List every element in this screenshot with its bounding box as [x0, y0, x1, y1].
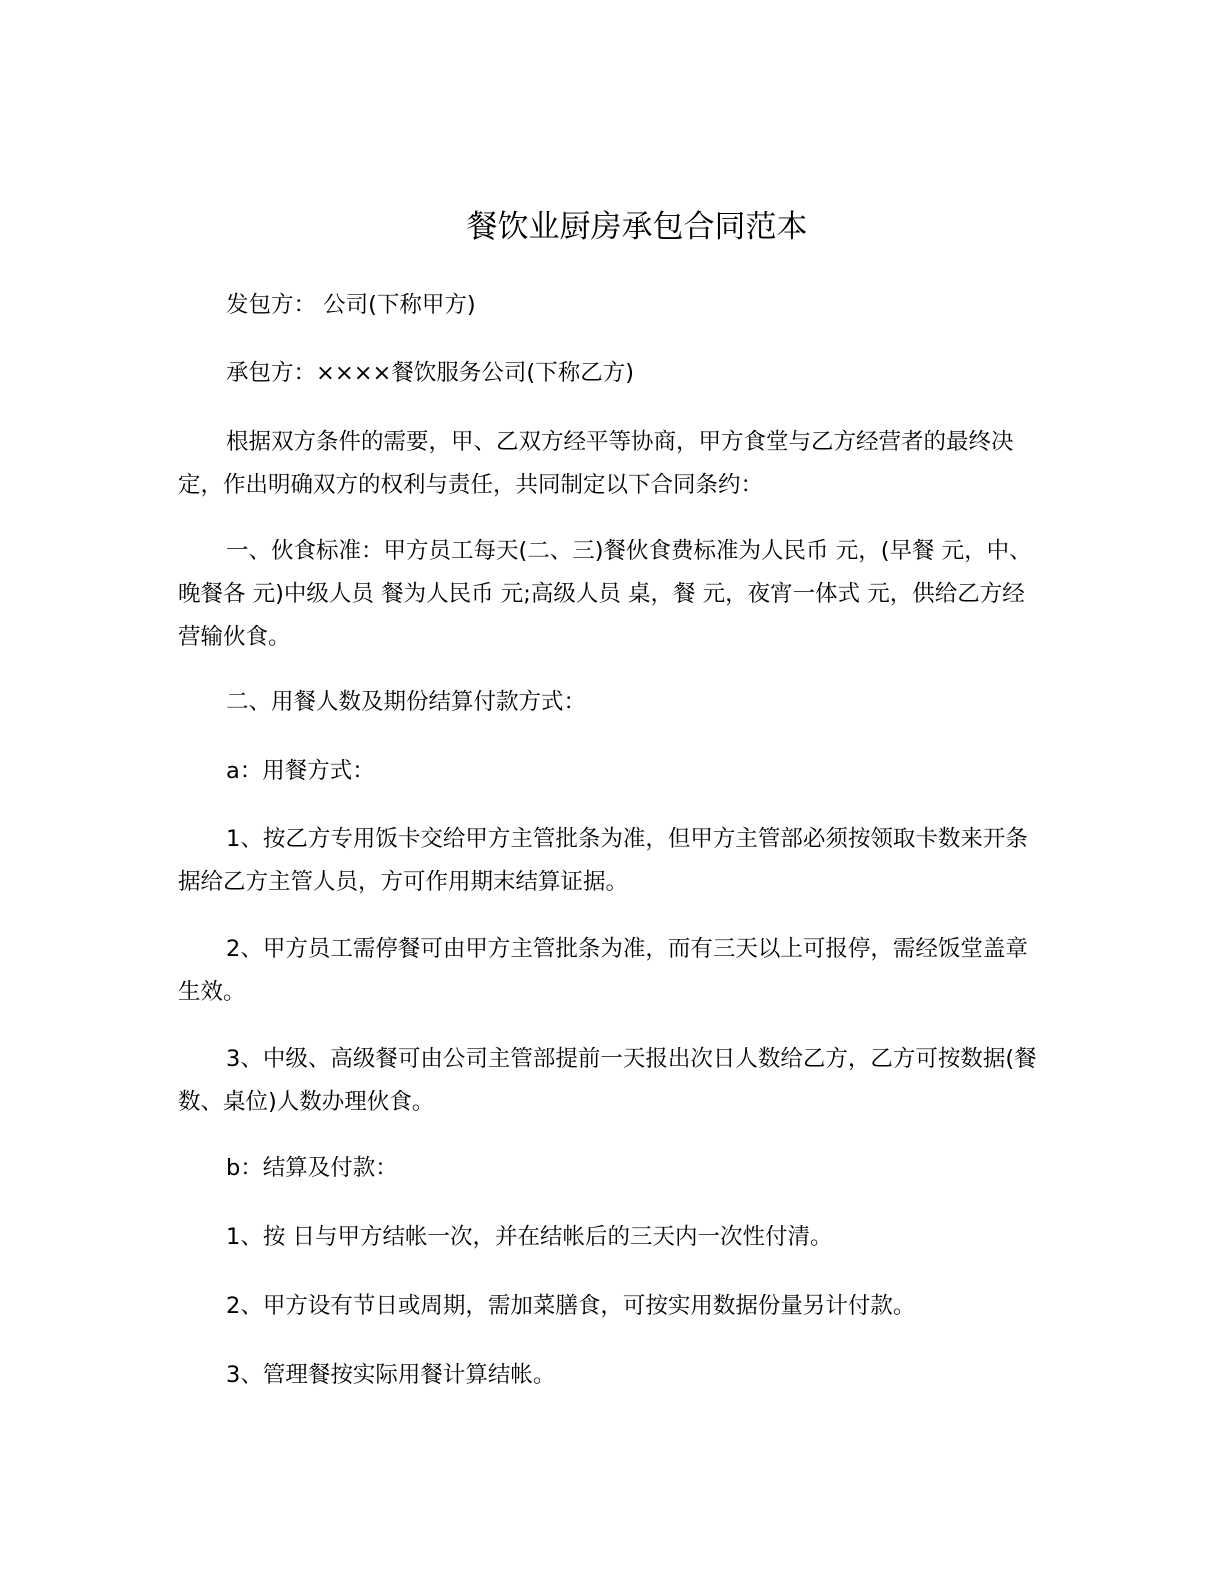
- section-b-item-1: 1、按 日与甲方结帐一次，并在结帐后的三天内一次性付清。: [226, 1224, 833, 1250]
- issuer-paragraph: 发包方： 公司(下称甲方): [226, 292, 476, 318]
- contractor-paragraph: 承包方：××××餐饮服务公司(下称乙方): [226, 360, 634, 386]
- section-a-item-3: 3、中级、高级餐可由公司主管部提前一天报出次日人数给乙方，乙方可按数据(餐数、桌位)人数办理伙食。: [178, 1046, 1037, 1115]
- section-a-item-2: 2、甲方员工需停餐可由甲方主管批条为准，而有三天以上可报停，需经饭堂盖章生效。: [178, 936, 1028, 1005]
- section-b-heading: b：结算及付款：: [226, 1155, 398, 1181]
- preamble-paragraph: 根据双方条件的需要，甲、乙双方经平等协商，甲方食堂与乙方经营者的最终决定，作出明确双方的权利与责任，共同制定以下合同条约：: [178, 429, 1014, 498]
- document-title: 餐饮业厨房承包合同范本: [466, 209, 808, 245]
- section-b-item-3: 3、管理餐按实际用餐计算结帐。: [226, 1362, 556, 1388]
- clause-meal-standard: 一、伙食标准：甲方员工每天(二、三)餐伙食费标准为人民币 元，(早餐 元，中、晚餐各 元)中级人员 餐为人民币 元;高级人员 桌，餐 元，夜宵一体式 元，供给乙方经营输伙食。: [178, 538, 1032, 650]
- section-a-heading: a：用餐方式：: [226, 758, 375, 784]
- clause-settlement-heading: 二、用餐人数及期份结算付款方式：: [226, 689, 587, 715]
- section-b-item-2: 2、甲方设有节日或周期，需加菜膳食，可按实用数据份量另计付款。: [226, 1293, 916, 1319]
- section-a-item-1: 1、按乙方专用饭卡交给甲方主管批条为准，但甲方主管部必须按领取卡数来开条据给乙方主管人员，方可作用期末结算证据。: [178, 826, 1028, 895]
